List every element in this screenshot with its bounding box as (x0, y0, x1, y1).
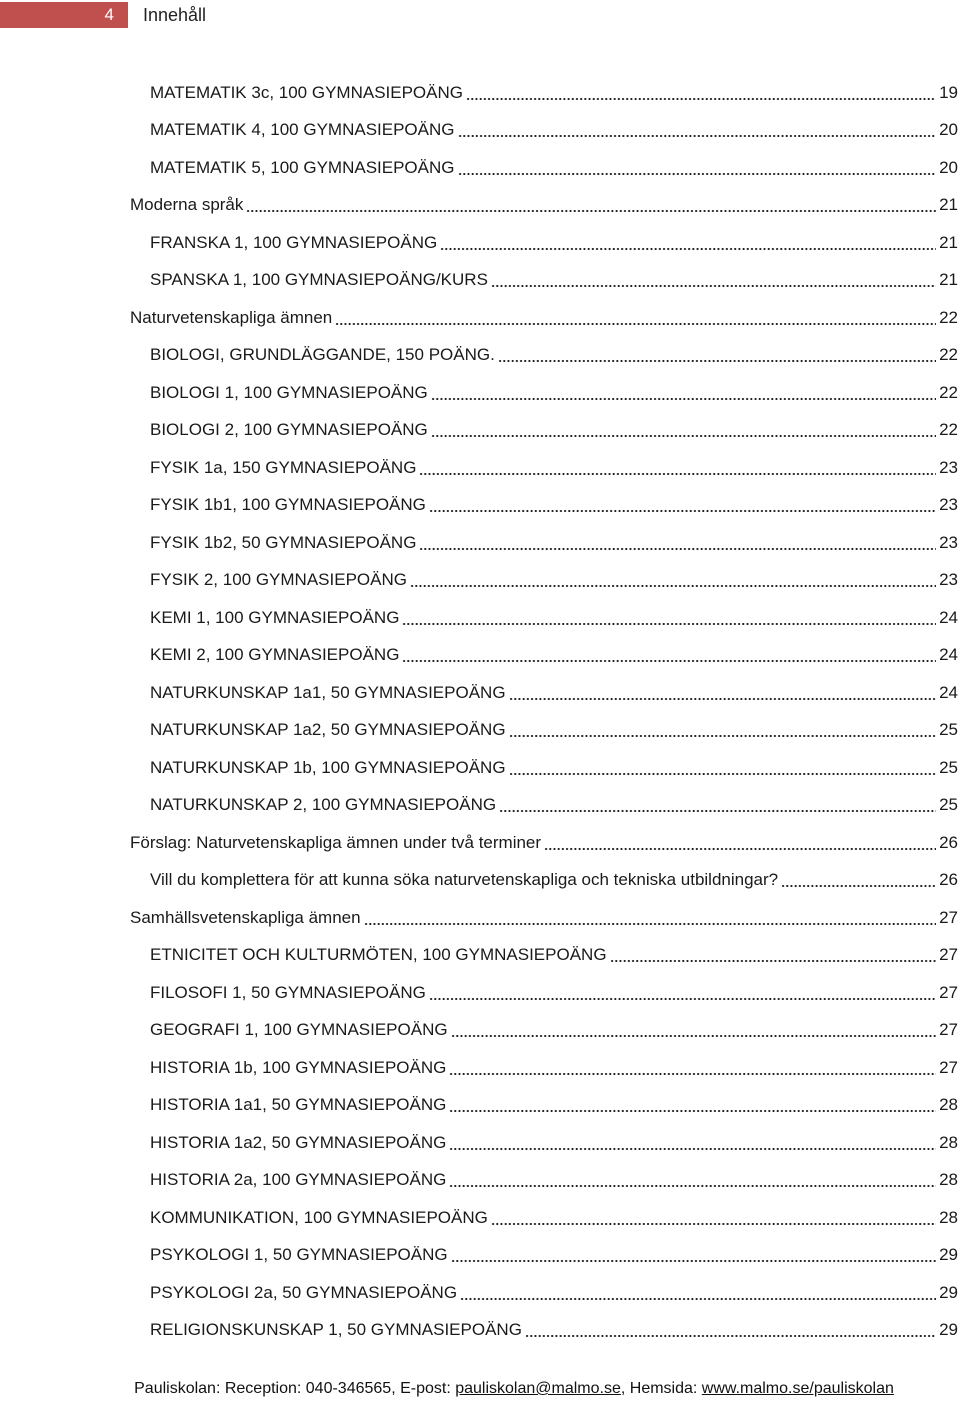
toc-subsection-entry[interactable] (0, 937, 960, 975)
toc-entry-page-number: 24 (939, 645, 958, 665)
toc-entry-label: MATEMATIK 4, 100 GYMNASIEPOÄNG (150, 120, 455, 140)
toc-subsection-entry[interactable] (0, 1124, 960, 1162)
toc-dot-leader (451, 1020, 936, 1040)
toc-entry-page-number: 27 (939, 982, 958, 1002)
toc-entry-page-number: 22 (939, 307, 958, 327)
toc-entry-page-number: 21 (939, 232, 958, 252)
toc-entry-page-number: 21 (939, 270, 958, 290)
toc-dot-leader (429, 983, 936, 1003)
toc-dot-leader (509, 720, 937, 740)
toc-entry-label: FILOSOFI 1, 50 GYMNASIEPOÄNG (150, 982, 426, 1002)
toc-entry-label: BIOLOGI, GRUNDLÄGGANDE, 150 POÄNG. (150, 345, 495, 365)
toc-dot-leader (431, 383, 936, 403)
toc-entry-label: KEMI 1, 100 GYMNASIEPOÄNG (150, 607, 400, 627)
toc-entry-label: MATEMATIK 3c, 100 GYMNASIEPOÄNG (150, 82, 463, 102)
toc-entry-page-number: 27 (939, 907, 958, 927)
toc-entry-label: MATEMATIK 5, 100 GYMNASIEPOÄNG (150, 157, 455, 177)
toc-entry-label: FYSIK 2, 100 GYMNASIEPOÄNG (150, 570, 407, 590)
toc-entry-label: PSYKOLOGI 1, 50 GYMNASIEPOÄNG (150, 1245, 448, 1265)
toc-entry-label: FYSIK 1a, 150 GYMNASIEPOÄNG (150, 457, 417, 477)
toc-dot-leader (491, 270, 936, 290)
toc-entry-page-number: 27 (939, 1057, 958, 1077)
toc-entry-page-number: 21 (939, 195, 958, 215)
toc-entry-label: HISTORIA 1a2, 50 GYMNASIEPOÄNG (150, 1132, 447, 1152)
toc-subsection-entry[interactable] (0, 524, 960, 562)
toc-dot-leader (335, 308, 936, 328)
footer-website-link[interactable]: www.malmo.se/pauliskolan (701, 1380, 894, 1397)
table-of-contents (0, 74, 960, 1349)
toc-entry-page-number: 23 (939, 457, 958, 477)
toc-entry-page-number: 25 (939, 720, 958, 740)
toc-subsection-entry[interactable] (0, 1162, 960, 1200)
toc-subsection-entry[interactable] (0, 562, 960, 600)
toc-entry-page-number: 22 (939, 382, 958, 402)
toc-entry-page-number: 28 (939, 1095, 958, 1115)
toc-entry-label: KOMMUNIKATION, 100 GYMNASIEPOÄNG (150, 1207, 488, 1227)
page-number: 4 (0, 2, 128, 28)
toc-entry-label: HISTORIA 2a, 100 GYMNASIEPOÄNG (150, 1170, 447, 1190)
toc-dot-leader (499, 795, 936, 815)
toc-entry-label: Vill du komplettera för att kunna söka naturvetenskapliga och tekniska utbildningar? (150, 870, 779, 890)
toc-subsection-entry[interactable] (0, 749, 960, 787)
toc-entry-page-number: 25 (939, 757, 958, 777)
toc-entry-page-number: 29 (939, 1282, 958, 1302)
toc-entry-label: BIOLOGI 2, 100 GYMNASIEPOÄNG (150, 420, 428, 440)
footer-email-link[interactable]: pauliskolan@malmo.se (455, 1380, 621, 1397)
toc-entry-label: Moderna språk (130, 195, 244, 215)
page-header (0, 0, 400, 29)
toc-subsection-entry[interactable] (0, 1274, 960, 1312)
toc-entry-page-number: 25 (939, 795, 958, 815)
toc-subsection-entry[interactable] (0, 787, 960, 825)
toc-dot-leader (364, 908, 936, 928)
toc-entry-page-number: 28 (939, 1170, 958, 1190)
toc-dot-leader (544, 833, 936, 853)
toc-entry-page-number: 29 (939, 1245, 958, 1265)
toc-entry-page-number: 26 (939, 832, 958, 852)
toc-entry-page-number: 27 (939, 945, 958, 965)
toc-entry-page-number: 24 (939, 682, 958, 702)
section-title: Innehåll (143, 5, 207, 25)
toc-entry-label: NATURKUNSKAP 1a2, 50 GYMNASIEPOÄNG (150, 720, 506, 740)
toc-dot-leader (509, 683, 937, 703)
toc-subsection-entry[interactable] (0, 1199, 960, 1237)
toc-dot-leader (429, 495, 936, 515)
toc-dot-leader (460, 1283, 936, 1303)
toc-dot-leader (449, 1170, 936, 1190)
toc-entry-label: ETNICITET OCH KULTURMÖTEN, 100 GYMNASIEPOÄNG (150, 945, 607, 965)
page-footer (0, 1380, 960, 1398)
toc-subsection-entry[interactable] (0, 599, 960, 637)
toc-dot-leader (431, 420, 936, 440)
toc-subsection-entry[interactable] (0, 412, 960, 450)
toc-dot-leader (610, 945, 937, 965)
toc-entry-page-number: 28 (939, 1132, 958, 1152)
toc-subsection-entry[interactable] (0, 112, 960, 150)
toc-subsection-entry[interactable] (0, 337, 960, 375)
toc-entry-page-number: 23 (939, 532, 958, 552)
toc-dot-leader (449, 1095, 936, 1115)
toc-entry-label: HISTORIA 1b, 100 GYMNASIEPOÄNG (150, 1057, 447, 1077)
toc-dot-leader (419, 533, 936, 553)
toc-subsection-entry[interactable] (0, 224, 960, 262)
toc-entry-label: RELIGIONSKUNSKAP 1, 50 GYMNASIEPOÄNG (150, 1320, 522, 1340)
toc-dot-leader (491, 1208, 936, 1228)
footer-contact-text: Pauliskolan: Reception: 040-346565, E-post: (134, 1380, 456, 1397)
toc-subsection-entry[interactable] (0, 149, 960, 187)
toc-entry-label: SPANSKA 1, 100 GYMNASIEPOÄNG/KURS (150, 270, 488, 290)
toc-subsection-entry[interactable] (0, 1049, 960, 1087)
toc-dot-leader (449, 1133, 936, 1153)
toc-dot-leader (410, 570, 936, 590)
toc-subsection-entry[interactable] (0, 1087, 960, 1125)
footer-website-label: , Hemsida: (620, 1380, 702, 1397)
toc-subsection-entry[interactable] (0, 712, 960, 750)
toc-entry-page-number: 24 (939, 607, 958, 627)
toc-dot-leader (449, 1058, 936, 1078)
toc-entry-page-number: 23 (939, 495, 958, 515)
toc-entry-page-number: 19 (939, 82, 958, 102)
toc-dot-leader (466, 83, 936, 103)
toc-subsection-entry[interactable] (0, 1312, 960, 1350)
toc-subsection-entry[interactable] (0, 1237, 960, 1275)
toc-entry-page-number: 20 (939, 120, 958, 140)
toc-section-entry[interactable] (0, 899, 960, 937)
toc-entry-label: NATURKUNSKAP 1b, 100 GYMNASIEPOÄNG (150, 757, 506, 777)
toc-entry-page-number: 26 (939, 870, 958, 890)
toc-entry-label: Förslag: Naturvetenskapliga ämnen under två terminer (130, 832, 542, 852)
toc-entry-label: Samhällsvetenskapliga ämnen (130, 907, 361, 927)
toc-entry-page-number: 28 (939, 1207, 958, 1227)
toc-entry-label: KEMI 2, 100 GYMNASIEPOÄNG (150, 645, 400, 665)
toc-subsection-entry[interactable] (0, 487, 960, 525)
toc-subsection-entry[interactable] (0, 637, 960, 675)
toc-entry-page-number: 29 (939, 1320, 958, 1340)
toc-section-entry[interactable] (0, 187, 960, 225)
toc-entry-label: Naturvetenskapliga ämnen (130, 307, 333, 327)
toc-entry-label: NATURKUNSKAP 1a1, 50 GYMNASIEPOÄNG (150, 682, 506, 702)
toc-entry-label: FRANSKA 1, 100 GYMNASIEPOÄNG (150, 232, 438, 252)
toc-dot-leader (402, 608, 936, 628)
toc-entry-page-number: 22 (939, 345, 958, 365)
toc-dot-leader (419, 458, 936, 478)
toc-subsection-entry[interactable] (0, 674, 960, 712)
toc-entry-label: HISTORIA 1a1, 50 GYMNASIEPOÄNG (150, 1095, 447, 1115)
toc-entry-page-number: 22 (939, 420, 958, 440)
toc-entry-page-number: 27 (939, 1020, 958, 1040)
toc-subsection-entry[interactable] (0, 974, 960, 1012)
toc-dot-leader (458, 120, 937, 140)
toc-subsection-entry[interactable] (0, 262, 960, 300)
toc-subsection-entry[interactable] (0, 74, 960, 112)
toc-dot-leader (451, 1245, 936, 1265)
toc-entry-label: PSYKOLOGI 2a, 50 GYMNASIEPOÄNG (150, 1282, 458, 1302)
toc-entry-label: BIOLOGI 1, 100 GYMNASIEPOÄNG (150, 382, 428, 402)
toc-dot-leader (440, 233, 936, 253)
toc-dot-leader (498, 345, 936, 365)
toc-section-entry[interactable] (0, 824, 960, 862)
toc-dot-leader (781, 870, 936, 890)
toc-entry-page-number: 23 (939, 570, 958, 590)
toc-subsection-entry[interactable] (0, 862, 960, 900)
toc-dot-leader (246, 195, 936, 215)
toc-subsection-entry[interactable] (0, 374, 960, 412)
toc-subsection-entry[interactable] (0, 449, 960, 487)
toc-entry-label: GEOGRAFI 1, 100 GYMNASIEPOÄNG (150, 1020, 448, 1040)
toc-dot-leader (509, 758, 937, 778)
toc-dot-leader (458, 158, 937, 178)
toc-subsection-entry[interactable] (0, 1012, 960, 1050)
toc-entry-page-number: 20 (939, 157, 958, 177)
toc-entry-label: NATURKUNSKAP 2, 100 GYMNASIEPOÄNG (150, 795, 497, 815)
toc-dot-leader (402, 645, 936, 665)
toc-entry-label: FYSIK 1b1, 100 GYMNASIEPOÄNG (150, 495, 426, 515)
toc-section-entry[interactable] (0, 299, 960, 337)
toc-entry-label: FYSIK 1b2, 50 GYMNASIEPOÄNG (150, 532, 417, 552)
toc-dot-leader (525, 1320, 936, 1340)
